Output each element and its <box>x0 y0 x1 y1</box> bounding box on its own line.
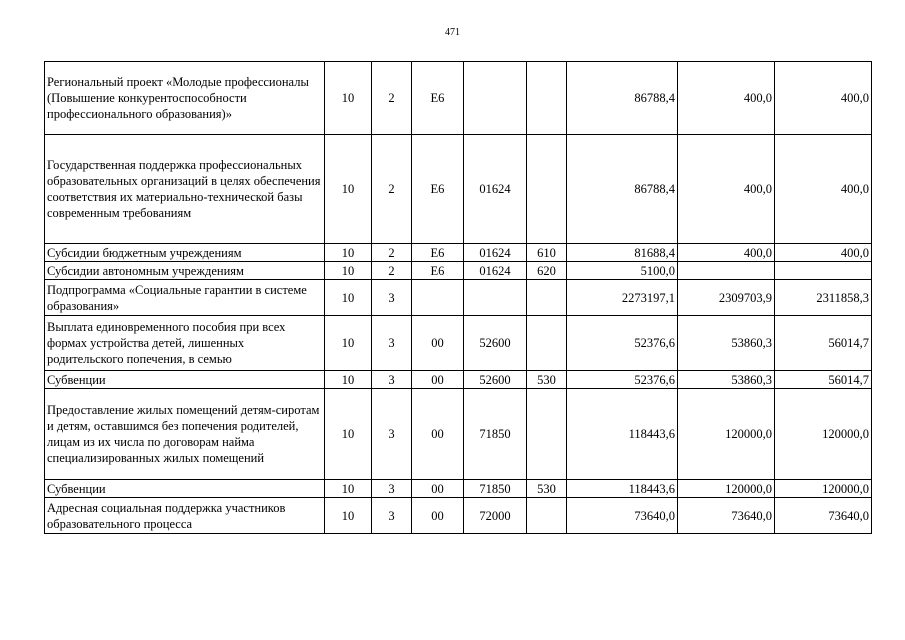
section-cell: 10 <box>325 262 372 280</box>
sum-year2-cell: 120000,0 <box>678 480 775 498</box>
sum-year1-cell: 5100,0 <box>567 262 678 280</box>
sum-year3-cell: 2311858,3 <box>775 280 872 316</box>
program-cell: Е6 <box>412 62 464 135</box>
sum-year3-cell: 400,0 <box>775 62 872 135</box>
table-row <box>45 498 872 534</box>
program-cell: 00 <box>412 498 464 534</box>
sum-year1-cell: 118443,6 <box>567 480 678 498</box>
program-cell: Е6 <box>412 262 464 280</box>
article-cell: 01624 <box>464 135 527 244</box>
subsection-cell: 2 <box>372 62 412 135</box>
sum-year1-cell: 73640,0 <box>567 498 678 534</box>
sum-year3-cell: 120000,0 <box>775 480 872 498</box>
article-cell: 52600 <box>464 316 527 371</box>
table-row <box>45 280 872 316</box>
article-cell: 01624 <box>464 262 527 280</box>
article-cell: 52600 <box>464 371 527 389</box>
sum-year3-cell: 120000,0 <box>775 389 872 480</box>
expense-type-cell <box>527 389 567 480</box>
expense-type-cell: 620 <box>527 262 567 280</box>
sum-year2-cell: 53860,3 <box>678 371 775 389</box>
row-name-cell: Адресная социальная поддержка участников образовательного процесса <box>45 498 325 534</box>
program-cell: 00 <box>412 316 464 371</box>
sum-year1-cell: 118443,6 <box>567 389 678 480</box>
article-cell: 01624 <box>464 244 527 262</box>
row-name-cell: Государственная поддержка профессиональных образовательных организаций в целях обеспечения соответствия их материально-технической базы современным требованиям <box>45 135 325 244</box>
article-cell: 72000 <box>464 498 527 534</box>
expense-type-cell <box>527 280 567 316</box>
row-name-cell: Субсидии бюджетным учреждениям <box>45 244 325 262</box>
table-row <box>45 316 872 371</box>
expense-type-cell <box>527 135 567 244</box>
subsection-cell: 2 <box>372 135 412 244</box>
sum-year1-cell: 86788,4 <box>567 62 678 135</box>
subsection-cell: 2 <box>372 244 412 262</box>
section-cell: 10 <box>325 498 372 534</box>
expense-type-cell <box>527 316 567 371</box>
page-number: 471 <box>445 27 460 38</box>
subsection-cell: 3 <box>372 316 412 371</box>
row-name-cell: Предоставление жилых помещений детям-сиротам и детям, оставшимся без попечения родителей, лицам из их числа по договорам найма специализированных жилых помещений <box>45 389 325 480</box>
sum-year2-cell: 73640,0 <box>678 498 775 534</box>
sum-year2-cell: 53860,3 <box>678 316 775 371</box>
sum-year3-cell: 400,0 <box>775 244 872 262</box>
section-cell: 10 <box>325 280 372 316</box>
table-row <box>45 135 872 244</box>
article-cell: 71850 <box>464 389 527 480</box>
sum-year3-cell: 73640,0 <box>775 498 872 534</box>
section-cell: 10 <box>325 389 372 480</box>
sum-year2-cell: 120000,0 <box>678 389 775 480</box>
section-cell: 10 <box>325 480 372 498</box>
row-name-cell: Выплата единовременного пособия при всех формах устройства детей, лишенных родительского попечения, в семью <box>45 316 325 371</box>
section-cell: 10 <box>325 135 372 244</box>
section-cell: 10 <box>325 244 372 262</box>
section-cell: 10 <box>325 316 372 371</box>
sum-year1-cell: 2273197,1 <box>567 280 678 316</box>
article-cell: 71850 <box>464 480 527 498</box>
expense-type-cell: 530 <box>527 480 567 498</box>
row-name-cell: Региональный проект «Молодые профессионалы (Повышение конкурентоспособности профессионального образования)» <box>45 62 325 135</box>
expense-type-cell <box>527 62 567 135</box>
row-name-cell: Подпрограмма «Социальные гарантии в системе образования» <box>45 280 325 316</box>
subsection-cell: 3 <box>372 389 412 480</box>
sum-year1-cell: 81688,4 <box>567 244 678 262</box>
budget-table <box>44 61 872 534</box>
expense-type-cell: 530 <box>527 371 567 389</box>
subsection-cell: 3 <box>372 280 412 316</box>
sum-year2-cell: 400,0 <box>678 62 775 135</box>
expense-type-cell: 610 <box>527 244 567 262</box>
program-cell: 00 <box>412 371 464 389</box>
subsection-cell: 3 <box>372 480 412 498</box>
program-cell: 00 <box>412 389 464 480</box>
row-name-cell: Субвенции <box>45 480 325 498</box>
program-cell: 00 <box>412 480 464 498</box>
article-cell <box>464 280 527 316</box>
table-row <box>45 480 872 498</box>
sum-year2-cell: 400,0 <box>678 244 775 262</box>
sum-year3-cell: 56014,7 <box>775 316 872 371</box>
sum-year1-cell: 86788,4 <box>567 135 678 244</box>
subsection-cell: 3 <box>372 371 412 389</box>
expense-type-cell <box>527 498 567 534</box>
sum-year2-cell <box>678 262 775 280</box>
row-name-cell: Субвенции <box>45 371 325 389</box>
sum-year1-cell: 52376,6 <box>567 316 678 371</box>
program-cell: Е6 <box>412 244 464 262</box>
subsection-cell: 3 <box>372 498 412 534</box>
table-row <box>45 371 872 389</box>
sum-year2-cell: 400,0 <box>678 135 775 244</box>
table-row <box>45 262 872 280</box>
row-name-cell: Субсидии автономным учреждениям <box>45 262 325 280</box>
table-row <box>45 389 872 480</box>
article-cell <box>464 62 527 135</box>
sum-year3-cell: 56014,7 <box>775 371 872 389</box>
section-cell: 10 <box>325 62 372 135</box>
sum-year3-cell: 400,0 <box>775 135 872 244</box>
sum-year1-cell: 52376,6 <box>567 371 678 389</box>
program-cell <box>412 280 464 316</box>
subsection-cell: 2 <box>372 262 412 280</box>
section-cell: 10 <box>325 371 372 389</box>
sum-year3-cell <box>775 262 872 280</box>
table-row <box>45 62 872 135</box>
program-cell: Е6 <box>412 135 464 244</box>
table-row <box>45 244 872 262</box>
sum-year2-cell: 2309703,9 <box>678 280 775 316</box>
